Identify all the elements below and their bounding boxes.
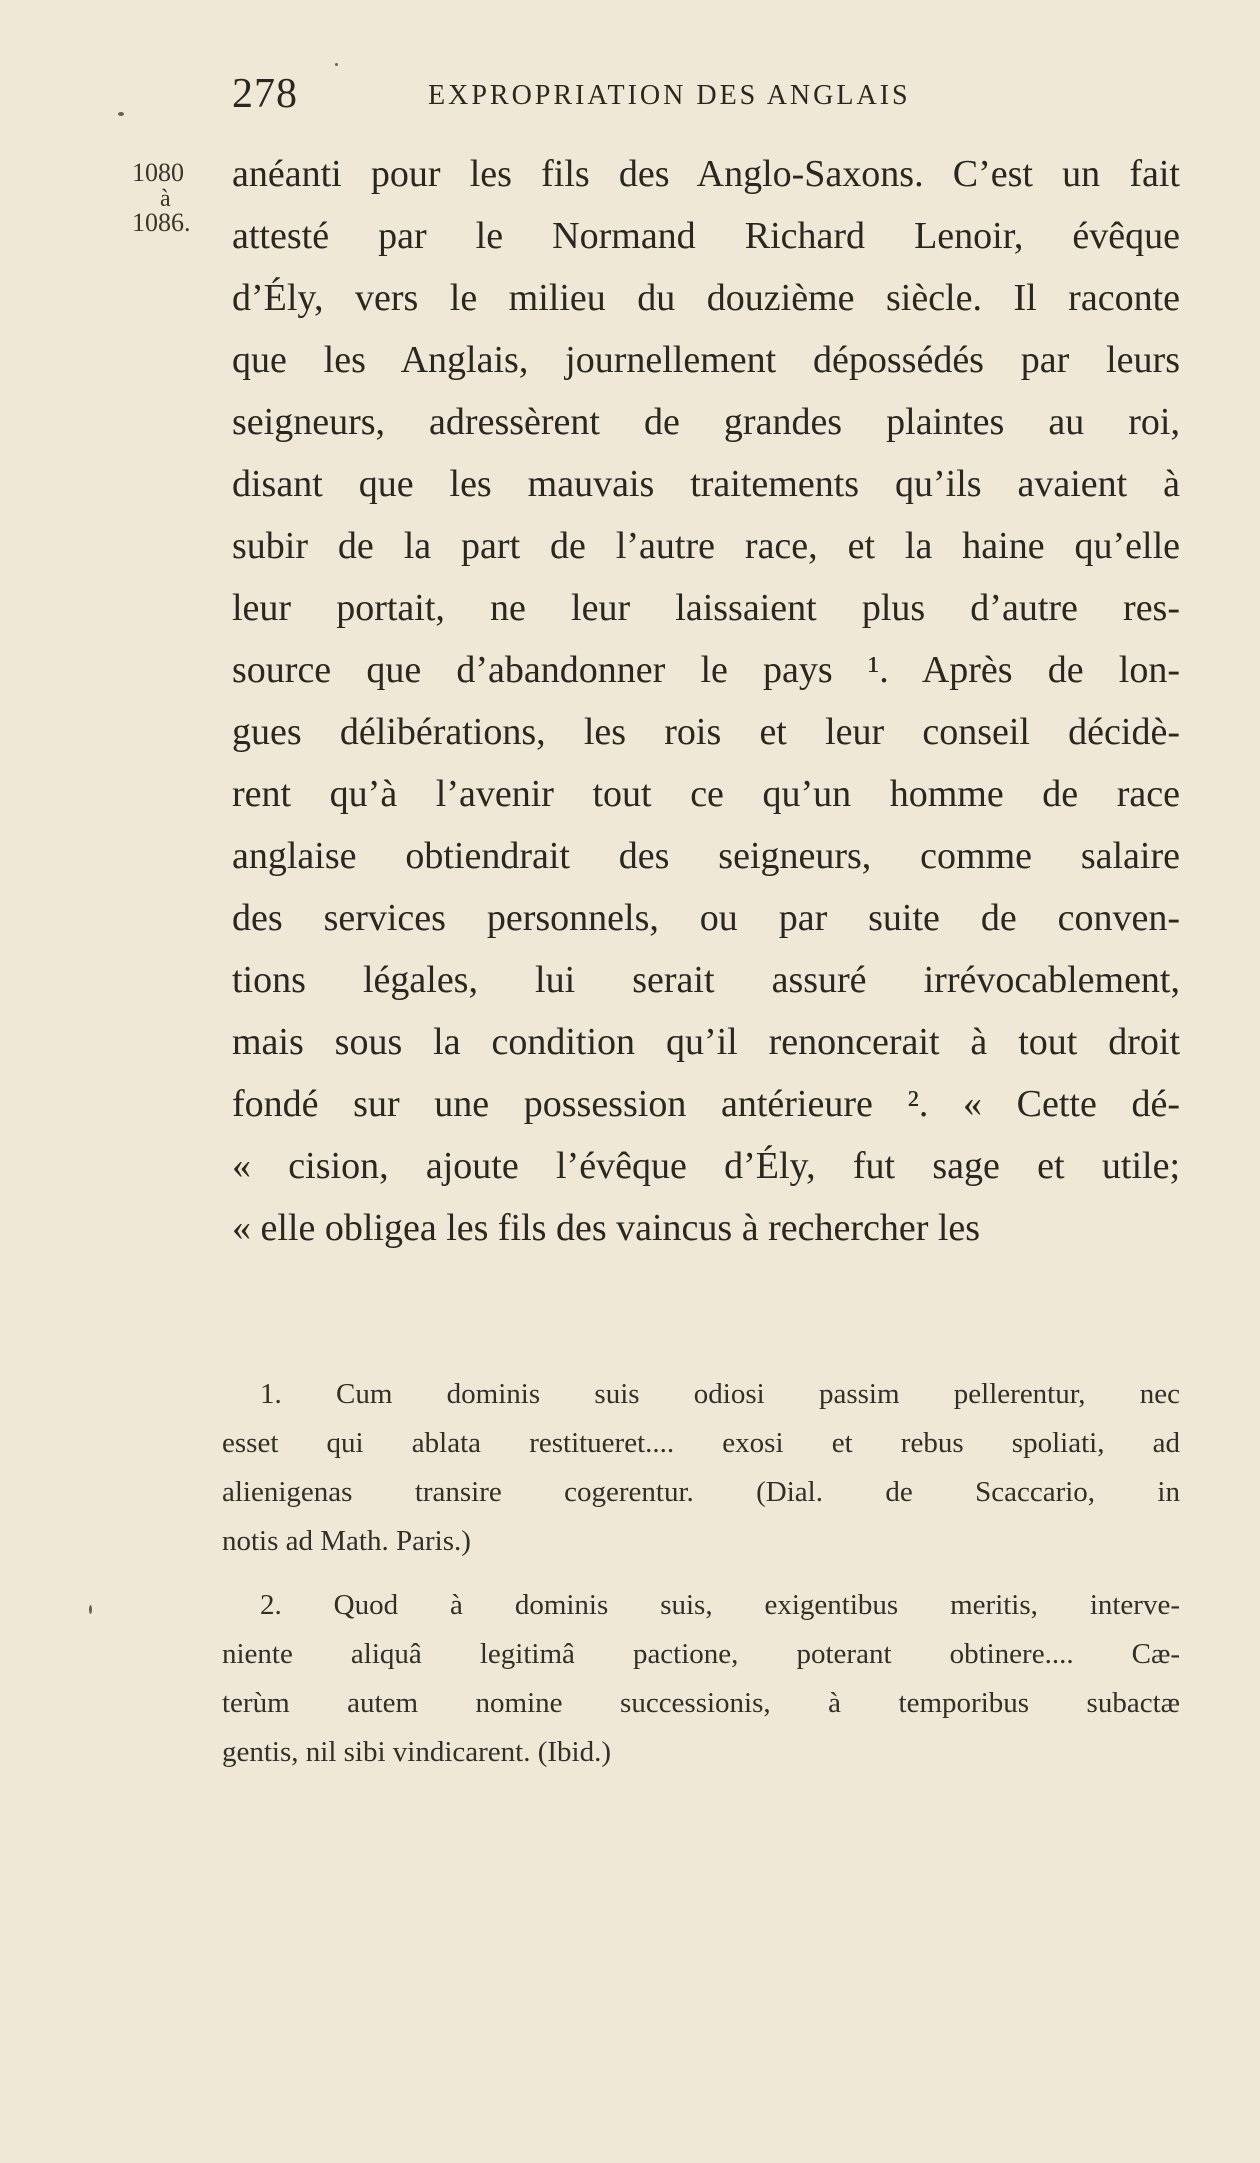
footnote-line: 1. Cum dominis suis odiosi passim pellerentur, nec xyxy=(260,1378,1180,1410)
text-line: tions légales, lui serait assuré irrévocablement, xyxy=(232,959,1180,1001)
margin-date-end: 1086. xyxy=(132,208,191,237)
margin-date-separator: à xyxy=(160,186,171,212)
page-header xyxy=(232,71,1012,122)
text-line: leur portait, ne leur laissaient plus d’autre res- xyxy=(232,587,1180,629)
main-text xyxy=(232,143,1180,1259)
footnote-line: niente aliquâ legitimâ pactione, poterant obtinere.... Cæ- xyxy=(222,1638,1180,1670)
page-number: 278 xyxy=(232,71,298,117)
text-line: source que d’abandonner le pays ¹. Après de lon- xyxy=(232,649,1180,691)
footnote-line: alienigenas transire cogerentur. (Dial. de Scaccario, in xyxy=(222,1476,1180,1508)
text-line: disant que les mauvais traitements qu’ils avaient à xyxy=(232,463,1180,505)
text-line: gues délibérations, les rois et leur conseil décidè- xyxy=(232,711,1180,753)
running-title: EXPROPRIATION DES ANGLAIS xyxy=(428,80,911,111)
text-line: subir de la part de l’autre race, et la haine qu’elle xyxy=(232,525,1180,567)
text-line: anglaise obtiendrait des seigneurs, comme salaire xyxy=(232,835,1180,877)
ink-speck xyxy=(118,112,124,116)
text-line: « cision, ajoute l’évêque d’Ély, fut sage et utile; xyxy=(232,1145,1180,1187)
footnote-1 xyxy=(222,1370,1180,1566)
text-line: attesté par le Normand Richard Lenoir, évêque xyxy=(232,215,1180,257)
footnotes xyxy=(222,1370,1180,1777)
margin-date-start: 1080 xyxy=(132,158,184,187)
footnote-line: esset qui ablata restitueret.... exosi et rebus spoliati, ad xyxy=(222,1427,1180,1459)
text-line: anéanti pour les fils des Anglo-Saxons. C’est un fait xyxy=(232,153,1180,195)
text-line: mais sous la condition qu’il renoncerait à tout droit xyxy=(232,1021,1180,1063)
text-line: des services personnels, ou par suite de conven- xyxy=(232,897,1180,939)
ink-speck xyxy=(89,1605,92,1614)
ink-speck xyxy=(335,63,338,66)
footnote-2 xyxy=(222,1581,1180,1777)
footnote-line: notis ad Math. Paris.) xyxy=(222,1525,471,1557)
text-line: d’Ély, vers le milieu du douzième siècle. Il raconte xyxy=(232,277,1180,319)
text-line: seigneurs, adressèrent de grandes plaintes au roi, xyxy=(232,401,1180,443)
text-line: « elle obligea les fils des vaincus à rechercher les xyxy=(232,1207,981,1249)
text-line: rent qu’à l’avenir tout ce qu’un homme de race xyxy=(232,773,1180,815)
text-line: fondé sur une possession antérieure ². « Cette dé- xyxy=(232,1083,1180,1125)
footnote-line: gentis, nil sibi vindicarent. (Ibid.) xyxy=(222,1736,612,1768)
footnote-line: terùm autem nomine successionis, à temporibus subactæ xyxy=(222,1687,1180,1719)
margin-date-note xyxy=(132,158,228,236)
text-line: que les Anglais, journellement dépossédés par leurs xyxy=(232,339,1180,381)
footnote-line: 2. Quod à dominis suis, exigentibus meritis, interve- xyxy=(260,1589,1180,1621)
